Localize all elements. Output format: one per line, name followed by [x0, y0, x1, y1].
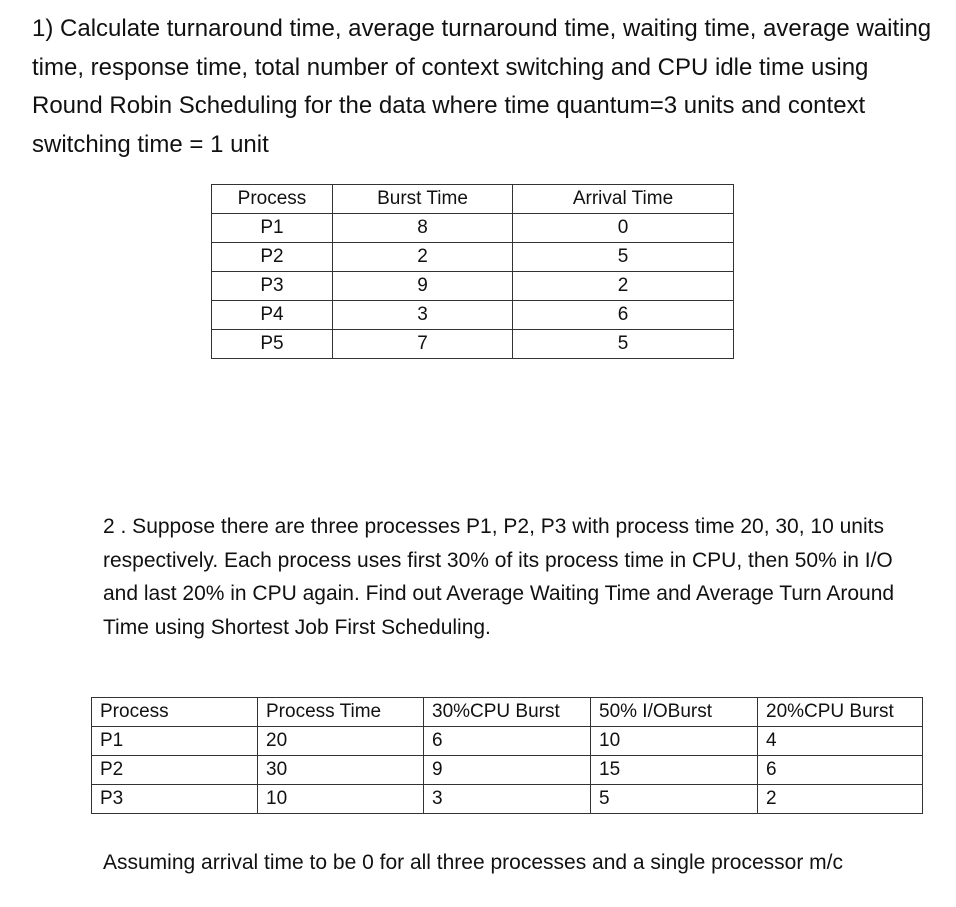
- table-cell: 2: [333, 243, 513, 272]
- table-row: [92, 727, 923, 756]
- table-cell: 8: [333, 214, 513, 243]
- table-cell: 6: [424, 727, 591, 756]
- table-cell: 5: [513, 243, 734, 272]
- table-cell: 2: [758, 785, 923, 814]
- table-row: [212, 272, 734, 301]
- column-header-burst-time: Burst Time: [333, 185, 513, 214]
- table-cell: 5: [591, 785, 758, 814]
- table-header-row: [92, 698, 923, 727]
- table-row: [92, 785, 923, 814]
- table-cell: P2: [212, 243, 333, 272]
- table-row: [212, 243, 734, 272]
- column-header-io-burst-50: 50% I/OBurst: [591, 698, 758, 727]
- table-cell: 7: [333, 330, 513, 359]
- table-cell: 10: [591, 727, 758, 756]
- table-row: [92, 756, 923, 785]
- table-cell: 3: [424, 785, 591, 814]
- table-header-row: [212, 185, 734, 214]
- column-header-process: Process: [92, 698, 258, 727]
- table-cell: 20: [258, 727, 424, 756]
- column-header-cpu-burst-20: 20%CPU Burst: [758, 698, 923, 727]
- table-cell: 4: [758, 727, 923, 756]
- assumption-note: Assuming arrival time to be 0 for all three processes and a single processor m/c: [103, 851, 843, 874]
- table-cell: 15: [591, 756, 758, 785]
- table-cell: 5: [513, 330, 734, 359]
- table-row: [212, 301, 734, 330]
- table-cell: P3: [92, 785, 258, 814]
- table-row: [212, 214, 734, 243]
- table-cell: P2: [92, 756, 258, 785]
- table-cell: 9: [333, 272, 513, 301]
- table-cell: 2: [513, 272, 734, 301]
- table-cell: 10: [258, 785, 424, 814]
- round-robin-process-table: [211, 184, 734, 359]
- table-cell: 30: [258, 756, 424, 785]
- table-cell: P4: [212, 301, 333, 330]
- question-1-text: 1) Calculate turnaround time, average turnaround time, waiting time, average waiting time, response time, total number of context switching and CPU idle time using Round Robin Scheduling for the data where time quantum=3 units and context switching time = 1 unit: [32, 15, 932, 158]
- table-cell: 6: [513, 301, 734, 330]
- table-cell: P1: [92, 727, 258, 756]
- column-header-cpu-burst-30: 30%CPU Burst: [424, 698, 591, 727]
- sjf-process-table: [91, 697, 923, 814]
- question-2-text: 2 . Suppose there are three processes P1, P2, P3 with process time 20, 30, 10 units respectively. Each process uses first 30% of its process time in CPU, then 50% in I/O and last 20% in CPU again. Find out Average Waiting Time and Average Turn Around Time using Shortest Job First Scheduling.: [103, 515, 895, 639]
- table-cell: 3: [333, 301, 513, 330]
- table-cell: 6: [758, 756, 923, 785]
- column-header-arrival-time: Arrival Time: [513, 185, 734, 214]
- column-header-process: Process: [212, 185, 333, 214]
- column-header-process-time: Process Time: [258, 698, 424, 727]
- table-cell: P5: [212, 330, 333, 359]
- table-cell: P1: [212, 214, 333, 243]
- table-row: [212, 330, 734, 359]
- table-cell: 9: [424, 756, 591, 785]
- table-cell: 0: [513, 214, 734, 243]
- table-cell: P3: [212, 272, 333, 301]
